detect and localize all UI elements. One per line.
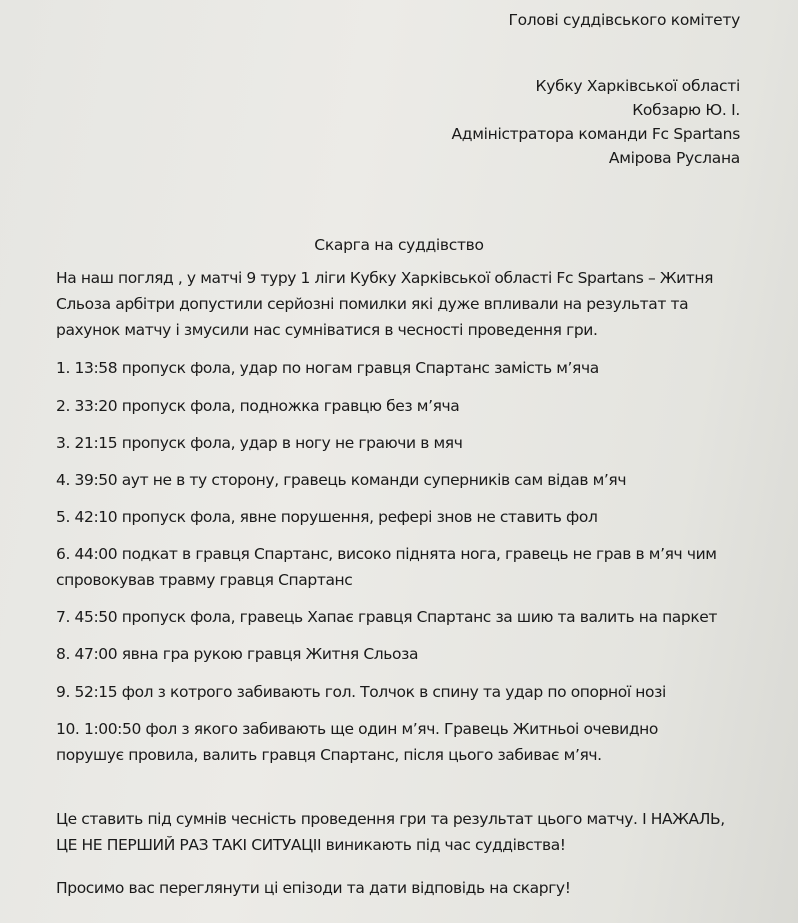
list-item-text: спровокував травму гравця Спартанс [56, 571, 353, 589]
closing-paragraph [56, 806, 776, 858]
list-item [56, 641, 776, 667]
list-item-text: 8. 47:00 явна гра рукою гравця Житня Сльоза [56, 645, 419, 663]
list-item-text: 3. 21:15 пропуск фола, удар в ногу не граючи в мяч [56, 434, 463, 452]
intro-line: рахунок матчу і змусили нас сумніватися в чесності проведення гри. [56, 321, 598, 339]
list-item-text: 10. 1:00:50 фол з якого забивають ще один м’яч. Гравець Житньоі очевидно [56, 720, 658, 738]
list-item [56, 604, 776, 630]
list-item [56, 467, 776, 493]
request-paragraph: Просимо вас переглянути ці епізоди та дати відповідь на скаргу! [56, 879, 571, 897]
list-item-text: 6. 44:00 подкат в гравця Спартанс, високо піднята нога, гравець не грав в м’яч чим [56, 545, 717, 563]
list-item-text: 4. 39:50 аут не в ту сторону, гравець команди суперників сам відав м’яч [56, 471, 627, 489]
sender-title: Адміністратора команди Fc Spartans [451, 125, 740, 143]
list-item-text: 7. 45:50 пропуск фола, гравець Хапає гравця Спартанс за шию та валить на паркет [56, 608, 718, 626]
closing-line: ЦЕ НЕ ПЕРШИЙ РАЗ ТАКІ СИТУАЦІІ виникають під час суддівства! [56, 836, 566, 854]
list-item [56, 716, 776, 768]
list-item [56, 355, 776, 381]
sender-name: Амірова Руслана [608, 149, 740, 167]
recipient-name: Кобзарю Ю. І. [632, 101, 740, 119]
document-title: Скарга на суддівство [314, 236, 484, 254]
list-item [56, 430, 776, 456]
list-item-text: 1. 13:58 пропуск фола, удар по ногам гравця Спартанс замість м’яча [56, 359, 599, 377]
intro-line: На наш погляд , у матчі 9 туру 1 ліги Кубку Харківської області Fc Spartans – Житня [56, 269, 714, 287]
list-item [56, 504, 776, 530]
list-item [56, 541, 776, 593]
closing-line: Це ставить під сумнів чесність проведення гри та результат цього матчу. І НАЖАЛЬ, [56, 810, 725, 828]
list-item [56, 679, 776, 705]
list-item [56, 393, 776, 419]
recipient-title: Голові суддівського комітету [508, 11, 740, 29]
list-item-text: 5. 42:10 пропуск фола, явне порушення, рефері знов не ставить фол [56, 508, 598, 526]
recipient-org: Кубку Харківської області [535, 77, 740, 95]
intro-line: Сльоза арбітри допустили серйозні помилки які дуже впливали на результат та [56, 295, 689, 313]
list-item-text: 9. 52:15 фол з котрого забивають гол. Толчок в спину та удар по опорної нозі [56, 683, 666, 701]
list-item-text: 2. 33:20 пропуск фола, подножка гравцю без м’яча [56, 397, 460, 415]
address-block [451, 74, 740, 170]
list-item-text: порушує провила, валить гравця Спартанс, після цього забиває м’яч. [56, 746, 602, 764]
intro-paragraph [56, 265, 776, 343]
